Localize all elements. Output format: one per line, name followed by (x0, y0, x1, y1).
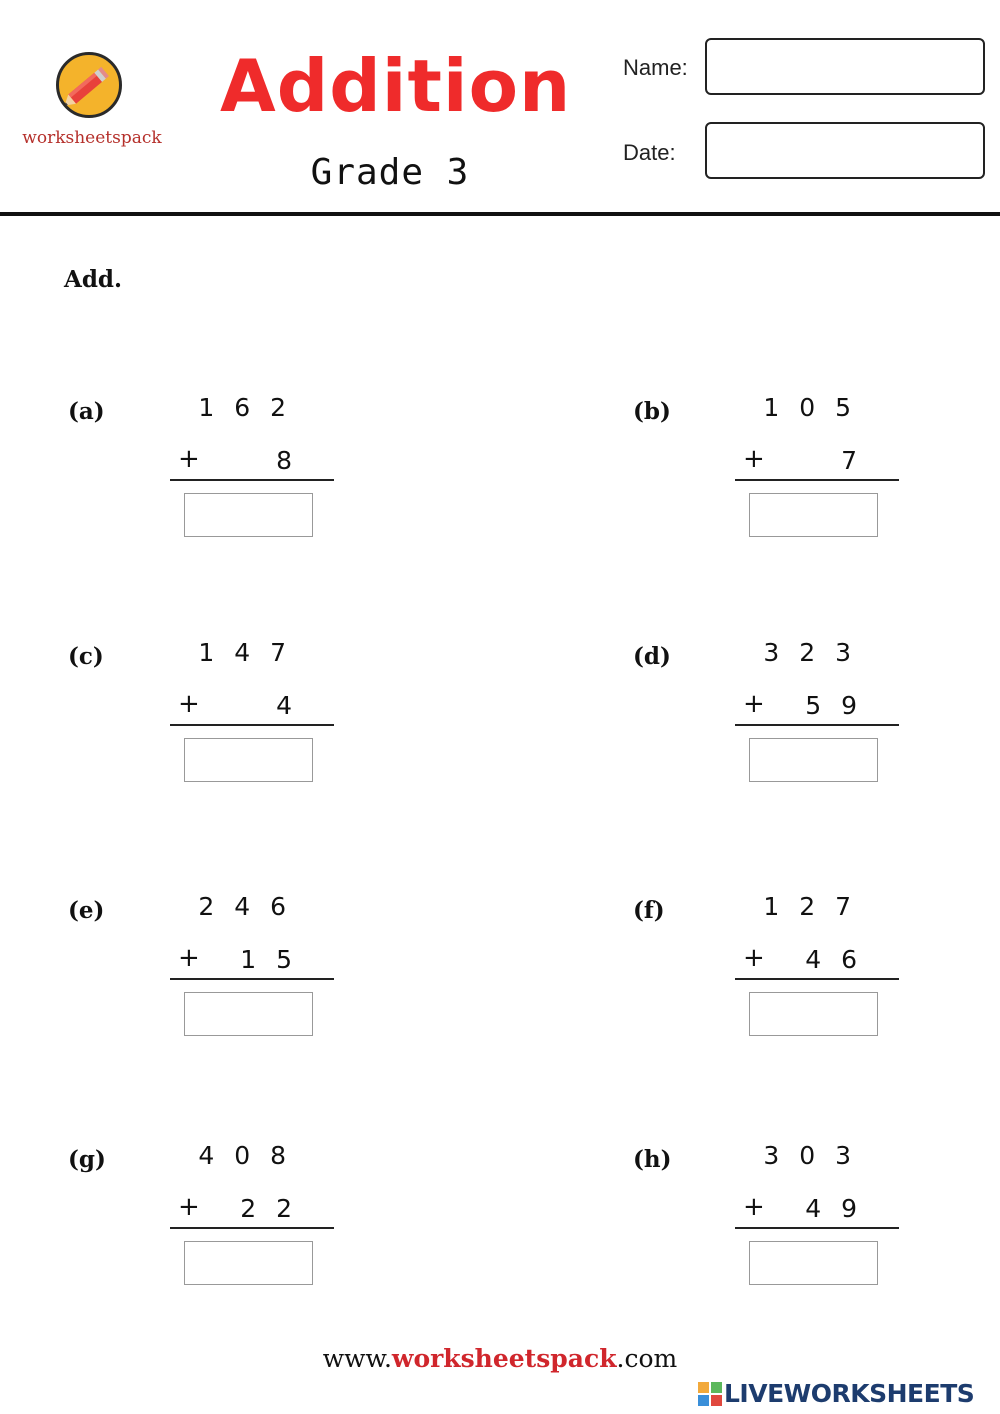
answer-input[interactable] (749, 1241, 878, 1285)
addend-bottom: 2 2 (240, 1194, 298, 1223)
addend-top: 4 0 8 (198, 1141, 292, 1170)
answer-input[interactable] (184, 493, 313, 537)
problem-a (68, 393, 468, 568)
answer-input[interactable] (749, 493, 878, 537)
sum-line (170, 1227, 334, 1229)
problem-g (68, 1141, 468, 1316)
problem-label: (a) (68, 398, 105, 425)
addend-bottom: 5 9 (805, 691, 863, 720)
addend-top: 2 4 6 (198, 892, 292, 921)
problem-label: (g) (68, 1146, 106, 1173)
answer-input[interactable] (184, 738, 313, 782)
addend-top: 1 4 7 (198, 638, 292, 667)
sum-line (170, 724, 334, 726)
problem-label: (c) (68, 643, 104, 670)
answer-input[interactable] (749, 992, 878, 1036)
addend-top: 1 2 7 (763, 892, 857, 921)
problem-e (68, 892, 468, 1067)
grade-subtitle: Grade 3 (310, 152, 470, 193)
answer-input[interactable] (184, 992, 313, 1036)
brand-name: worksheetspack (22, 128, 162, 148)
url-suffix: .com (616, 1344, 678, 1373)
plus-sign: + (743, 1192, 765, 1222)
problem-b (633, 393, 1000, 568)
plus-sign: + (743, 943, 765, 973)
addend-bottom: 7 (841, 446, 863, 475)
plus-sign: + (178, 943, 200, 973)
plus-sign: + (178, 444, 200, 474)
problem-d (633, 638, 1000, 813)
url-highlight: worksheetspack (391, 1344, 617, 1373)
sum-line (735, 1227, 899, 1229)
addend-top: 3 2 3 (763, 638, 857, 667)
answer-input[interactable] (749, 738, 878, 782)
addend-top: 3 0 3 (763, 1141, 857, 1170)
problem-label: (f) (633, 897, 665, 924)
watermark-text: LIVEWORKSHEETS (724, 1379, 975, 1408)
name-label: Name: (623, 55, 688, 80)
plus-sign: + (178, 689, 200, 719)
logo-pencil-icon (56, 52, 122, 118)
sum-line (735, 978, 899, 980)
liveworksheets-watermark (698, 1380, 994, 1408)
problem-label: (h) (633, 1146, 672, 1173)
problem-f (633, 892, 1000, 1067)
sum-line (735, 479, 899, 481)
addend-bottom: 1 5 (240, 945, 298, 974)
addend-bottom: 4 (276, 691, 298, 720)
plus-sign: + (178, 1192, 200, 1222)
problem-c (68, 638, 468, 813)
addend-bottom: 4 6 (805, 945, 863, 974)
footer-url (0, 1344, 1000, 1373)
problem-label: (b) (633, 398, 671, 425)
liveworksheets-logo-icon (698, 1382, 722, 1406)
date-field[interactable] (705, 122, 985, 179)
instruction-text: Add. (64, 266, 123, 293)
date-label: Date: (623, 140, 676, 165)
url-prefix: www. (322, 1344, 392, 1373)
plus-sign: + (743, 689, 765, 719)
problem-label: (e) (68, 897, 105, 924)
answer-input[interactable] (184, 1241, 313, 1285)
problem-label: (d) (633, 643, 671, 670)
addend-top: 1 0 5 (763, 393, 857, 422)
page-title: Addition (220, 44, 572, 128)
problem-h (633, 1141, 1000, 1316)
header-divider (0, 212, 1000, 216)
addend-bottom: 4 9 (805, 1194, 863, 1223)
sum-line (170, 479, 334, 481)
sum-line (170, 978, 334, 980)
plus-sign: + (743, 444, 765, 474)
name-field[interactable] (705, 38, 985, 95)
addend-bottom: 8 (276, 446, 298, 475)
addend-top: 1 6 2 (198, 393, 292, 422)
sum-line (735, 724, 899, 726)
